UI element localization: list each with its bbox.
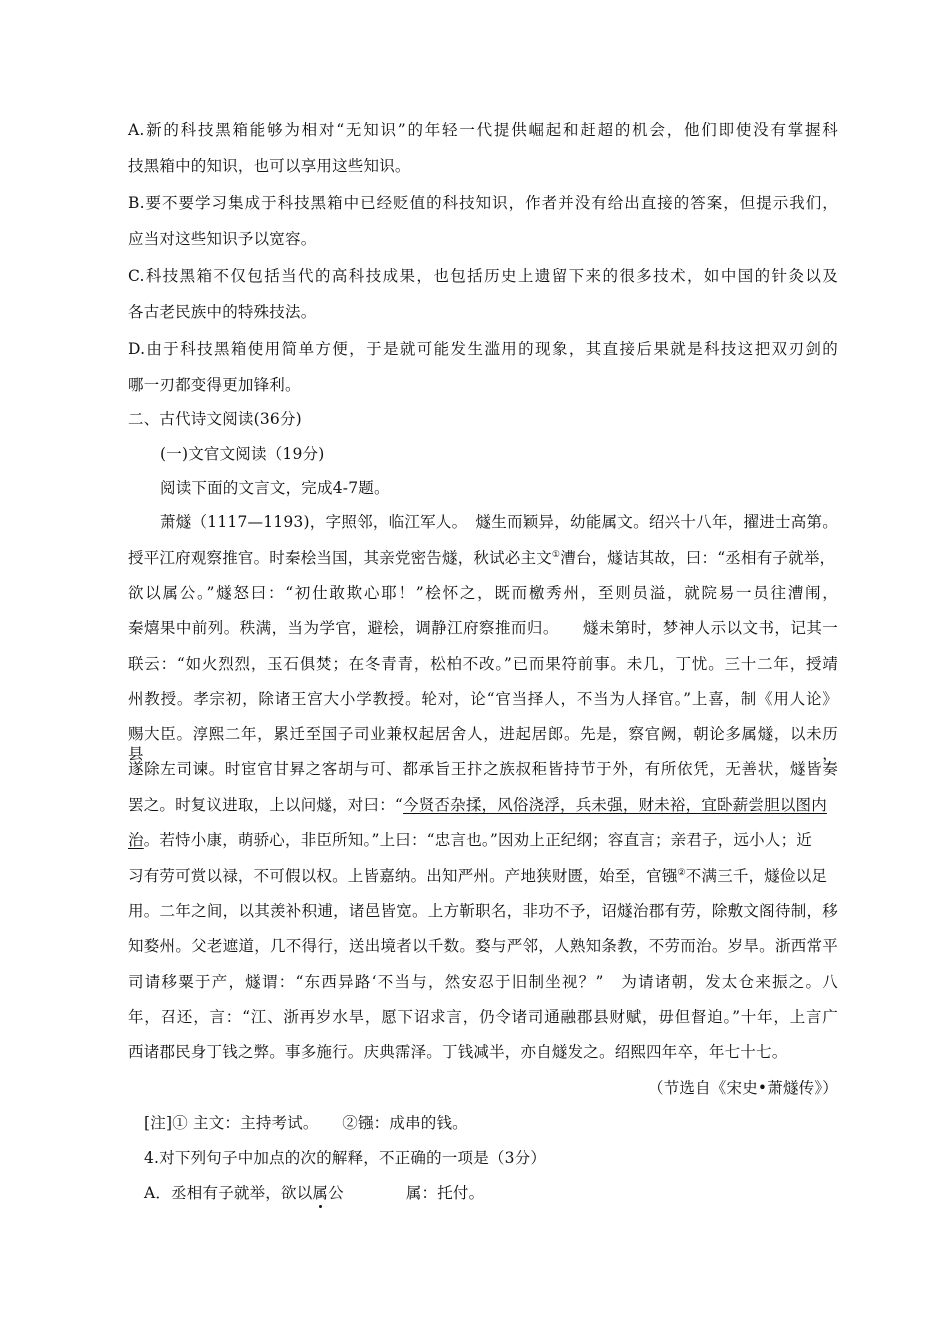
option-d-line-1: D.由于科技黑箱使用简单方便，于是就可能发生滥用的现象，其直接后果就是科技这把双刃剑的 bbox=[128, 340, 838, 358]
annotation-note: [注]① 主文：主持考试。 ②镪：成串的钱。 bbox=[144, 1114, 468, 1132]
question-4-option-a bbox=[144, 1183, 854, 1203]
dotted-char: 属 bbox=[312, 1184, 329, 1202]
footnote-marker-2: ② bbox=[677, 868, 686, 878]
passage-line-2 bbox=[128, 548, 838, 568]
passage-line-8: 遂除左司谏。时宦官甘昪之客胡与可、都承旨王抃之族叔秬皆持节于外，有所依凭，无善状，燧皆奏 bbox=[128, 760, 838, 778]
passage-line-12: 用。二年之间，以其羡补积逋，诸邑皆宽。上方靳职名，非功不予，诏燧治郡有劳，除敷文阁待制，移 bbox=[128, 902, 838, 920]
passage-text: 习有劳可赏以禄，不可假以权。上皆嘉纳。出知严州。产地狭财匮，始至，官镪 bbox=[128, 867, 678, 885]
passage-line-6: 州教授。孝宗初，除诸王宫大小学教授。轮对，论“官当择人，不当为人择官。”上喜，制《用人论》 bbox=[128, 690, 838, 708]
passage-line-13: 知婺州。父老遮道，几不得行，送出境者以千数。婺与严邻，人熟知条教，不劳而治。岁旱。浙西常平 bbox=[128, 937, 838, 955]
section-heading: 二、古代诗文阅读(36分) bbox=[128, 410, 302, 428]
passage-text: 。若恃小康，萌骄心，非臣所知。”上曰：“忠言也。”因劝上正纪纲；容直言；亲君子，远小人；近 bbox=[143, 831, 812, 849]
question-4-stem: 4.对下列句子中加点的次的解释，不正确的一项是（3分） bbox=[144, 1149, 547, 1167]
passage-line-3: 欲以属公。”燧怒曰：“初仕敢欺心耶！”桧怀之，既而檄秀州，至则员溢，就院易一员往漕闱， bbox=[128, 584, 838, 602]
passage-line-7: 赐大臣。淳熙二年，累迁至国子司业兼权起居舍人，进起居郎。先是，察官阙，朝论多属燧，以未历县， bbox=[128, 725, 838, 763]
passage-text: 罢之。时复议进取，上以问燧，对曰：“ bbox=[128, 796, 404, 814]
passage-text: 不满三千，燧俭以足 bbox=[685, 867, 828, 885]
underlined-sentence: 今贤否杂揉，风俗浇浮，兵未强，财未裕，宜卧薪尝胆以图内 bbox=[403, 796, 827, 814]
option-b-line-2: 应当对这些知识予以宽容。 bbox=[128, 230, 317, 248]
subsection-heading: (一)文官文阅读（19分) bbox=[160, 445, 325, 463]
option-d-line-2: 哪一刃都变得更加锋利。 bbox=[128, 376, 301, 394]
passage-text: 漕台，燧诘其故，曰：“丞相有子就举， bbox=[560, 549, 836, 567]
option-b-line-1: B.要不要学习集成于科技黑箱中已经贬值的科技知识，作者并没有给出直接的答案，但提示我们， bbox=[128, 194, 838, 212]
source-citation: （节选自《宋史•萧燧传》） bbox=[648, 1079, 838, 1097]
footnote-marker-1: ① bbox=[551, 550, 561, 560]
passage-line-15: 年，召还，言：“江、浙再岁水旱，愿下诏求言，仍令诸司通融郡县财赋，毋但督迫。”十年，上言广 bbox=[128, 1008, 838, 1026]
passage-line-4: 秦熺果中前列。秩满，当为学官，避桧，调静江府察推而归。 燧未第时，梦神人示以文书，记其一 bbox=[128, 619, 838, 637]
passage-line-5: 联云：“如火烈烈，玉石俱焚；在冬青青，松柏不改。”已而果符前事。未几，丁忧。三十二年，授靖 bbox=[128, 655, 838, 673]
passage-line-1: 萧燧（1117—1193)，字照邻，临江军人。 燧生而颖异，幼能属文。绍兴十八年，擢进士高第。 bbox=[160, 513, 838, 531]
option-a-sentence-end: 公 bbox=[328, 1184, 344, 1202]
passage-line-9 bbox=[128, 795, 838, 815]
underlined-sentence-end: 治 bbox=[128, 831, 144, 849]
option-c-line-2: 各古老民族中的特殊技法。 bbox=[128, 303, 317, 321]
option-a-sentence: A．丞相有子就举，欲以 bbox=[144, 1184, 313, 1202]
option-a-explanation: 属：托付。 bbox=[405, 1184, 485, 1202]
option-a-line-1: A.新的科技黑箱能够为相对“无知识”的年轻一代提供崛起和赶超的机会，他们即使没有掌握科 bbox=[128, 121, 838, 139]
option-c-line-1: C.科技黑箱不仅包括当代的高科技成果，也包括历史上遗留下来的很多技术，如中国的针灸以及 bbox=[128, 267, 838, 285]
passage-line-10 bbox=[128, 830, 838, 850]
option-a-line-2: 技黑箱中的知识，也可以享用这些知识。 bbox=[128, 157, 411, 175]
instruction-text: 阅读下面的文言文，完成4-7题。 bbox=[160, 479, 390, 497]
passage-line-16: 西诸郡民身丁钱之弊。事多施行。庆典霈泽。丁钱减半，亦自燧发之。绍熙四年卒，年七十七。 bbox=[128, 1043, 788, 1061]
passage-text: 授平江府观察推官。时秦桧当国，其亲党密告燧，秋试必主文 bbox=[128, 549, 552, 567]
passage-line-14: 司请移粟于产，燧谓：“东西异路‘不当与，然安忍于旧制坐视？” 为请诸朝，发太仓来振之。八 bbox=[128, 973, 839, 991]
passage-line-11 bbox=[128, 866, 838, 886]
